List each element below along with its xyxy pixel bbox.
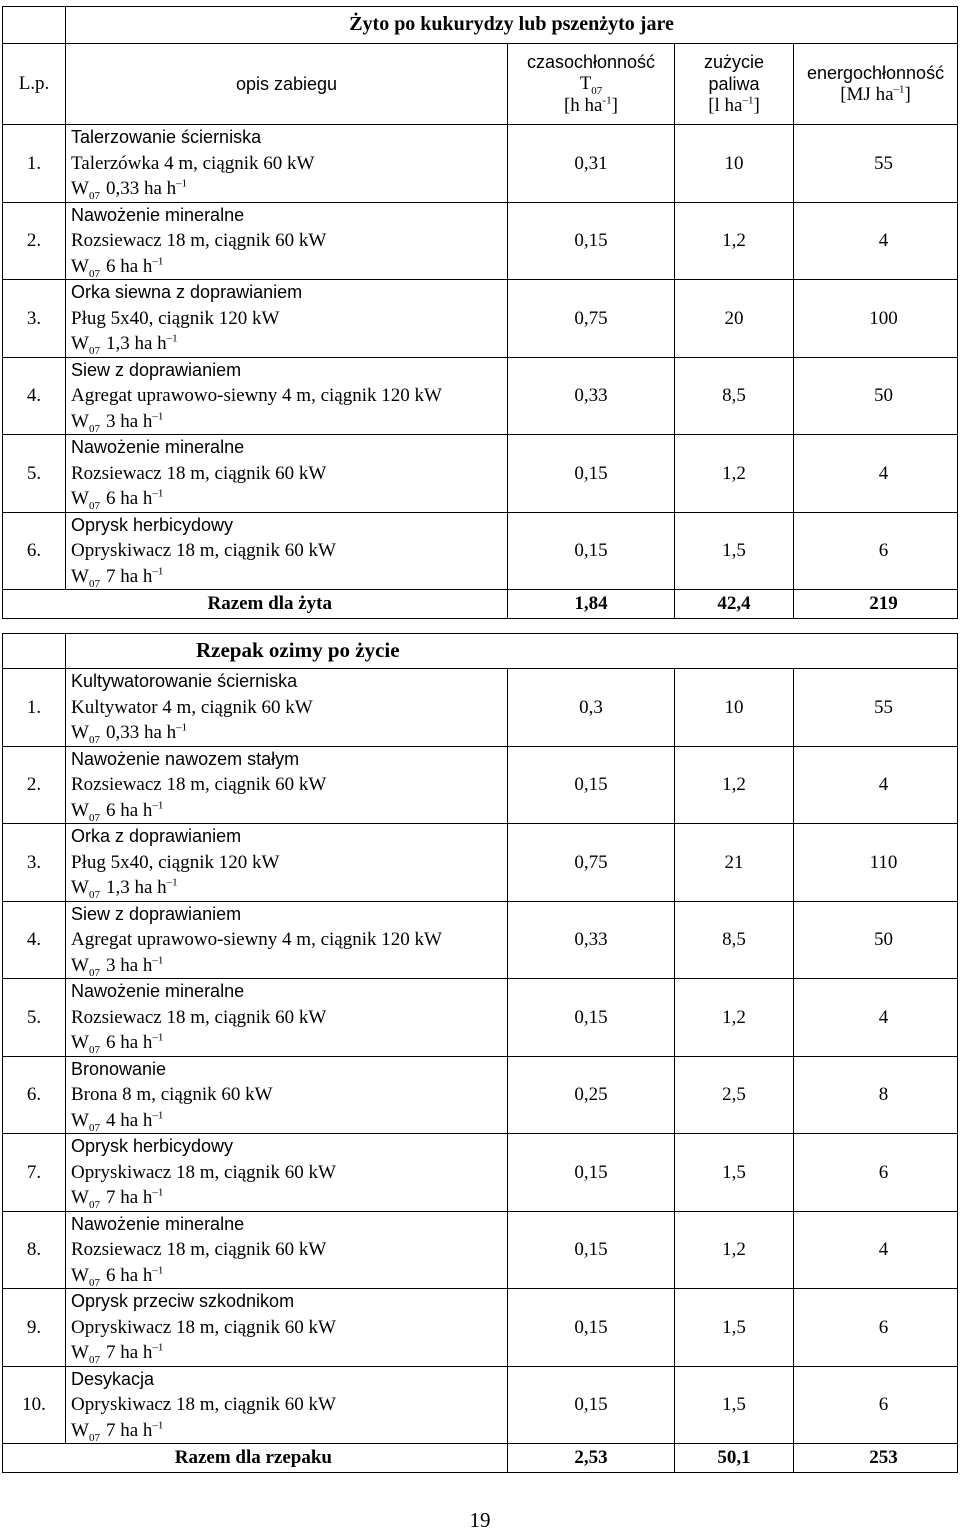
header-czas-unit-close: ] [611, 95, 618, 116]
row-number: 1. [3, 669, 66, 747]
table-row [3, 746, 958, 824]
capacity-value: 6 ha h [105, 488, 153, 509]
header-row [3, 44, 958, 125]
treatment-description [66, 979, 508, 1057]
labour-time: 0,3 [508, 669, 675, 747]
energy-use: 4 [794, 746, 958, 824]
machine-set: Opryskiwacz 18 m, ciągnik 60 kW [71, 1161, 336, 1183]
table-row [3, 1056, 958, 1134]
operation-name: Oprysk przeciw szkodnikom [71, 1291, 295, 1311]
capacity-line [71, 176, 507, 202]
capacity-sup: –1 [176, 177, 188, 190]
energy-use: 50 [794, 357, 958, 435]
capacity-sup: –1 [152, 799, 164, 812]
capacity-value: 6 ha h [105, 799, 153, 821]
section-title-row [3, 634, 958, 669]
header-paliwo [675, 44, 794, 125]
capacity-sub: 07 [88, 811, 100, 824]
capacity-value: 7 ha h [105, 1342, 153, 1363]
capacity-sup: –1 [152, 1341, 164, 1354]
capacity-sup: –1 [152, 954, 164, 967]
treatment-description [66, 512, 508, 590]
capacity-symbol: W [71, 565, 89, 587]
capacity-symbol: W [71, 1032, 89, 1053]
table-row [3, 125, 958, 203]
table-row [3, 512, 958, 590]
total-spacer [3, 590, 66, 619]
row-number: 9. [3, 1289, 66, 1367]
header-lp: L.p. [3, 44, 66, 125]
capacity-line [71, 953, 507, 979]
capacity-value: 3 ha h [105, 410, 153, 432]
table-row [3, 824, 958, 902]
treatment-description [66, 202, 508, 280]
capacity-sub: 07 [88, 888, 100, 901]
header-energochlonnosc [794, 44, 958, 125]
capacity-sub: 07 [88, 344, 100, 357]
table-row [3, 669, 958, 747]
operation-name: Desykacja [71, 1368, 155, 1389]
table-row [3, 1366, 958, 1444]
capacity-line [71, 564, 507, 590]
energy-use: 4 [794, 979, 958, 1057]
total-fuel: 42,4 [675, 590, 794, 619]
table-row [3, 357, 958, 435]
page-number: 19 [469, 1508, 491, 1532]
treatment-description [66, 824, 508, 902]
capacity-sup: –1 [176, 721, 188, 734]
labour-time: 0,33 [508, 357, 675, 435]
operation-name: Siew z doprawianiem [71, 903, 242, 924]
treatment-description [66, 669, 508, 747]
machine-set: Agregat uprawowo-siewny 4 m, ciągnik 120 kW [71, 929, 442, 950]
capacity-symbol: W [71, 178, 89, 199]
capacity-line [71, 1108, 507, 1134]
fuel-use: 10 [675, 125, 794, 203]
capacity-value: 7 ha h [105, 1187, 153, 1208]
total-energy: 253 [794, 1444, 958, 1473]
header-energ-unit-close: ] [904, 84, 911, 105]
capacity-line [71, 875, 507, 901]
treatment-description [66, 1289, 508, 1367]
capacity-sup: –1 [152, 255, 164, 268]
table-row [3, 280, 958, 358]
capacity-symbol: W [71, 410, 89, 432]
header-paliwo-unit: [l ha [708, 95, 743, 116]
capacity-sub: 07 [88, 1431, 100, 1444]
energy-use: 6 [794, 512, 958, 590]
capacity-value: 7 ha h [105, 1419, 153, 1441]
treatment-description [66, 357, 508, 435]
labour-time: 0,31 [508, 125, 675, 203]
capacity-sup: –1 [166, 332, 178, 345]
operation-name: Nawożenie mineralne [71, 437, 245, 457]
capacity-sub: 07 [88, 1276, 100, 1289]
operation-name: Talerzowanie ścierniska [71, 127, 262, 147]
capacity-value: 4 ha h [105, 1109, 153, 1131]
energy-use: 55 [794, 125, 958, 203]
header-energ-label: energochłonność [806, 63, 945, 83]
fuel-use: 1,5 [675, 1134, 794, 1212]
capacity-value: 6 ha h [105, 255, 153, 277]
machine-set: Brona 8 m, ciągnik 60 kW [71, 1084, 273, 1105]
capacity-line [71, 1263, 507, 1289]
capacity-sup: –1 [152, 1264, 164, 1277]
capacity-symbol: W [71, 1419, 89, 1441]
capacity-sub: 07 [88, 1353, 100, 1366]
capacity-value: 7 ha h [105, 565, 153, 587]
capacity-sub: 07 [88, 1121, 100, 1134]
labour-time: 0,15 [508, 1134, 675, 1212]
capacity-sup: –1 [152, 487, 164, 500]
labour-time: 0,75 [508, 280, 675, 358]
fuel-use: 1,2 [675, 746, 794, 824]
table-row [3, 202, 958, 280]
operation-name: Nawożenie mineralne [71, 981, 245, 1001]
capacity-value: 0,33 ha h [105, 178, 177, 199]
capacity-line [71, 409, 507, 435]
table-row [3, 1289, 958, 1367]
capacity-line [71, 720, 507, 746]
energy-use: 4 [794, 435, 958, 513]
capacity-sub: 07 [88, 733, 100, 746]
header-paliwo-sup: –1 [742, 94, 754, 107]
treatment-description [66, 1056, 508, 1134]
capacity-sub: 07 [88, 422, 100, 435]
capacity-sup: –1 [152, 1186, 164, 1199]
fuel-use: 8,5 [675, 357, 794, 435]
capacity-symbol: W [71, 1109, 89, 1131]
labour-time: 0,15 [508, 979, 675, 1057]
header-energ-sup: –1 [893, 83, 905, 96]
total-row [3, 590, 958, 619]
labour-time: 0,15 [508, 1366, 675, 1444]
capacity-symbol: W [71, 333, 89, 354]
capacity-symbol: W [71, 799, 89, 821]
labour-time: 0,15 [508, 202, 675, 280]
row-number: 5. [3, 979, 66, 1057]
machine-set: Rozsiewacz 18 m, ciągnik 60 kW [71, 1006, 327, 1028]
machine-set: Rozsiewacz 18 m, ciągnik 60 kW [71, 774, 327, 795]
section2-title: Rzepak ozimy po życie [66, 634, 958, 669]
table-row [3, 979, 958, 1057]
treatment-description [66, 746, 508, 824]
fuel-use: 1,2 [675, 435, 794, 513]
capacity-sup: –1 [152, 410, 164, 423]
labour-time: 0,15 [508, 435, 675, 513]
machine-set: Opryskiwacz 18 m, ciągnik 60 kW [71, 540, 336, 561]
table-row [3, 435, 958, 513]
capacity-sub: 07 [88, 499, 100, 512]
operation-name: Orka siewna z doprawianiem [71, 282, 303, 302]
capacity-line [71, 1185, 507, 1211]
fuel-use: 1,5 [675, 1289, 794, 1367]
operation-name: Nawożenie nawozem stałym [71, 748, 300, 769]
header-czas-sup: -1 [602, 94, 612, 107]
operation-name: Kultywatorowanie ścierniska [71, 671, 298, 691]
capacity-value: 1,3 ha h [105, 333, 167, 354]
row-number: 2. [3, 202, 66, 280]
energy-use: 6 [794, 1366, 958, 1444]
machine-set: Talerzówka 4 m, ciągnik 60 kW [71, 152, 315, 174]
header-czas-label: czasochłonność [526, 52, 656, 72]
fuel-use: 1,2 [675, 1211, 794, 1289]
machine-set: Rozsiewacz 18 m, ciągnik 60 kW [71, 1239, 327, 1260]
machine-set: Pług 5x40, ciągnik 120 kW [71, 851, 280, 873]
capacity-symbol: W [71, 722, 89, 743]
row-number: 6. [3, 1056, 66, 1134]
header-czas-symbol: T [579, 73, 592, 94]
machine-set: Agregat uprawowo-siewny 4 m, ciągnik 120 kW [71, 385, 442, 406]
machine-set: Opryskiwacz 18 m, ciągnik 60 kW [71, 1316, 336, 1338]
fuel-use: 2,5 [675, 1056, 794, 1134]
treatment-description [66, 435, 508, 513]
capacity-sup: –1 [152, 565, 164, 578]
treatment-description [66, 901, 508, 979]
row-number: 3. [3, 280, 66, 358]
capacity-symbol: W [71, 1264, 89, 1286]
capacity-sub: 07 [88, 577, 100, 590]
header-energ-unit: [MJ ha [840, 84, 894, 105]
row-number: 3. [3, 824, 66, 902]
capacity-symbol: W [71, 1187, 89, 1208]
energy-use: 6 [794, 1289, 958, 1367]
capacity-sub: 07 [88, 189, 100, 202]
operation-name: Nawożenie mineralne [71, 204, 245, 225]
capacity-sub: 07 [88, 267, 100, 280]
treatment-description [66, 1134, 508, 1212]
capacity-value: 3 ha h [105, 954, 153, 976]
operation-name: Siew z doprawianiem [71, 359, 242, 380]
machine-set: Pług 5x40, ciągnik 120 kW [71, 307, 280, 329]
energy-use: 50 [794, 901, 958, 979]
capacity-symbol: W [71, 1342, 89, 1363]
row-number: 6. [3, 512, 66, 590]
fuel-use: 1,5 [675, 512, 794, 590]
row-number: 7. [3, 1134, 66, 1212]
labour-time: 0,15 [508, 512, 675, 590]
capacity-symbol: W [71, 255, 89, 277]
row-number: 2. [3, 746, 66, 824]
total-label: Razem dla żyta [66, 590, 508, 619]
capacity-line [71, 798, 507, 824]
energy-use: 4 [794, 202, 958, 280]
labour-time: 0,15 [508, 1211, 675, 1289]
energy-use: 6 [794, 1134, 958, 1212]
capacity-line [71, 1418, 507, 1444]
capacity-line [71, 486, 507, 512]
machine-set: Rozsiewacz 18 m, ciągnik 60 kW [71, 462, 327, 484]
row-number: 4. [3, 901, 66, 979]
machine-set: Rozsiewacz 18 m, ciągnik 60 kW [71, 230, 327, 251]
fuel-use: 10 [675, 669, 794, 747]
labour-time: 0,75 [508, 824, 675, 902]
energy-use: 110 [794, 824, 958, 902]
row-number: 8. [3, 1211, 66, 1289]
header-paliwo-label2: paliwa [708, 74, 760, 94]
header-czas-unit: [h ha [563, 95, 603, 116]
operation-name: Bronowanie [71, 1058, 167, 1079]
section-title-row [3, 7, 958, 44]
total-time: 1,84 [508, 590, 675, 619]
capacity-sup: –1 [152, 1419, 164, 1432]
capacity-line [71, 331, 507, 357]
capacity-value: 6 ha h [105, 1032, 153, 1053]
document-page [2, 6, 957, 1473]
capacity-sup: –1 [152, 1109, 164, 1122]
header-paliwo-label1: zużycie [703, 52, 765, 72]
total-row [3, 1444, 958, 1473]
fuel-use: 1,2 [675, 202, 794, 280]
fuel-use: 20 [675, 280, 794, 358]
labour-time: 0,15 [508, 746, 675, 824]
fuel-use: 1,5 [675, 1366, 794, 1444]
labour-time: 0,33 [508, 901, 675, 979]
capacity-line [71, 1340, 507, 1366]
capacity-line [71, 1030, 507, 1056]
energy-use: 55 [794, 669, 958, 747]
row-number: 5. [3, 435, 66, 513]
capacity-value: 1,3 ha h [105, 877, 167, 898]
capacity-symbol: W [71, 488, 89, 509]
fuel-use: 8,5 [675, 901, 794, 979]
capacity-value: 0,33 ha h [105, 722, 177, 743]
treatment-description [66, 1211, 508, 1289]
table-row [3, 1134, 958, 1212]
row-number: 4. [3, 357, 66, 435]
section-gap [3, 619, 958, 634]
operation-name: Oprysk herbicydowy [71, 1136, 234, 1156]
energy-use: 100 [794, 280, 958, 358]
table-row [3, 901, 958, 979]
title-lp-cell [3, 634, 66, 669]
capacity-sub: 07 [88, 1043, 100, 1056]
operation-name: Oprysk herbicydowy [71, 514, 234, 535]
operation-name: Orka z doprawianiem [71, 826, 242, 846]
total-spacer [3, 1444, 66, 1473]
energy-use: 4 [794, 1211, 958, 1289]
total-time: 2,53 [508, 1444, 675, 1473]
total-energy: 219 [794, 590, 958, 619]
treatment-description [66, 125, 508, 203]
capacity-sup: –1 [166, 876, 178, 889]
capacity-sup: –1 [152, 1031, 164, 1044]
gap-cell [3, 619, 958, 634]
capacity-symbol: W [71, 954, 89, 976]
row-number: 1. [3, 125, 66, 203]
header-czasochlonnosc [508, 44, 675, 125]
labour-time: 0,25 [508, 1056, 675, 1134]
labour-time: 0,15 [508, 1289, 675, 1367]
header-czas-sub: 07 [591, 84, 603, 97]
section1-title: Żyto po kukurydzy lub pszenżyto jare [66, 7, 958, 44]
capacity-symbol: W [71, 877, 89, 898]
treatment-description [66, 280, 508, 358]
capacity-line [71, 254, 507, 280]
operation-name: Nawożenie mineralne [71, 1213, 245, 1234]
capacity-sub: 07 [88, 1198, 100, 1211]
capacity-value: 6 ha h [105, 1264, 153, 1286]
header-paliwo-unit-close: ] [753, 95, 760, 116]
header-opis: opis zabiegu [66, 44, 508, 125]
fuel-use: 21 [675, 824, 794, 902]
fuel-use: 1,2 [675, 979, 794, 1057]
machine-set: Opryskiwacz 18 m, ciągnik 60 kW [71, 1394, 336, 1415]
total-label: Razem dla rzepaku [66, 1444, 508, 1473]
row-number: 10. [3, 1366, 66, 1444]
capacity-sub: 07 [88, 966, 100, 979]
total-fuel: 50,1 [675, 1444, 794, 1473]
machine-set: Kultywator 4 m, ciągnik 60 kW [71, 696, 313, 718]
treatment-description [66, 1366, 508, 1444]
treatments-table [2, 6, 958, 1473]
energy-use: 8 [794, 1056, 958, 1134]
table-row [3, 1211, 958, 1289]
